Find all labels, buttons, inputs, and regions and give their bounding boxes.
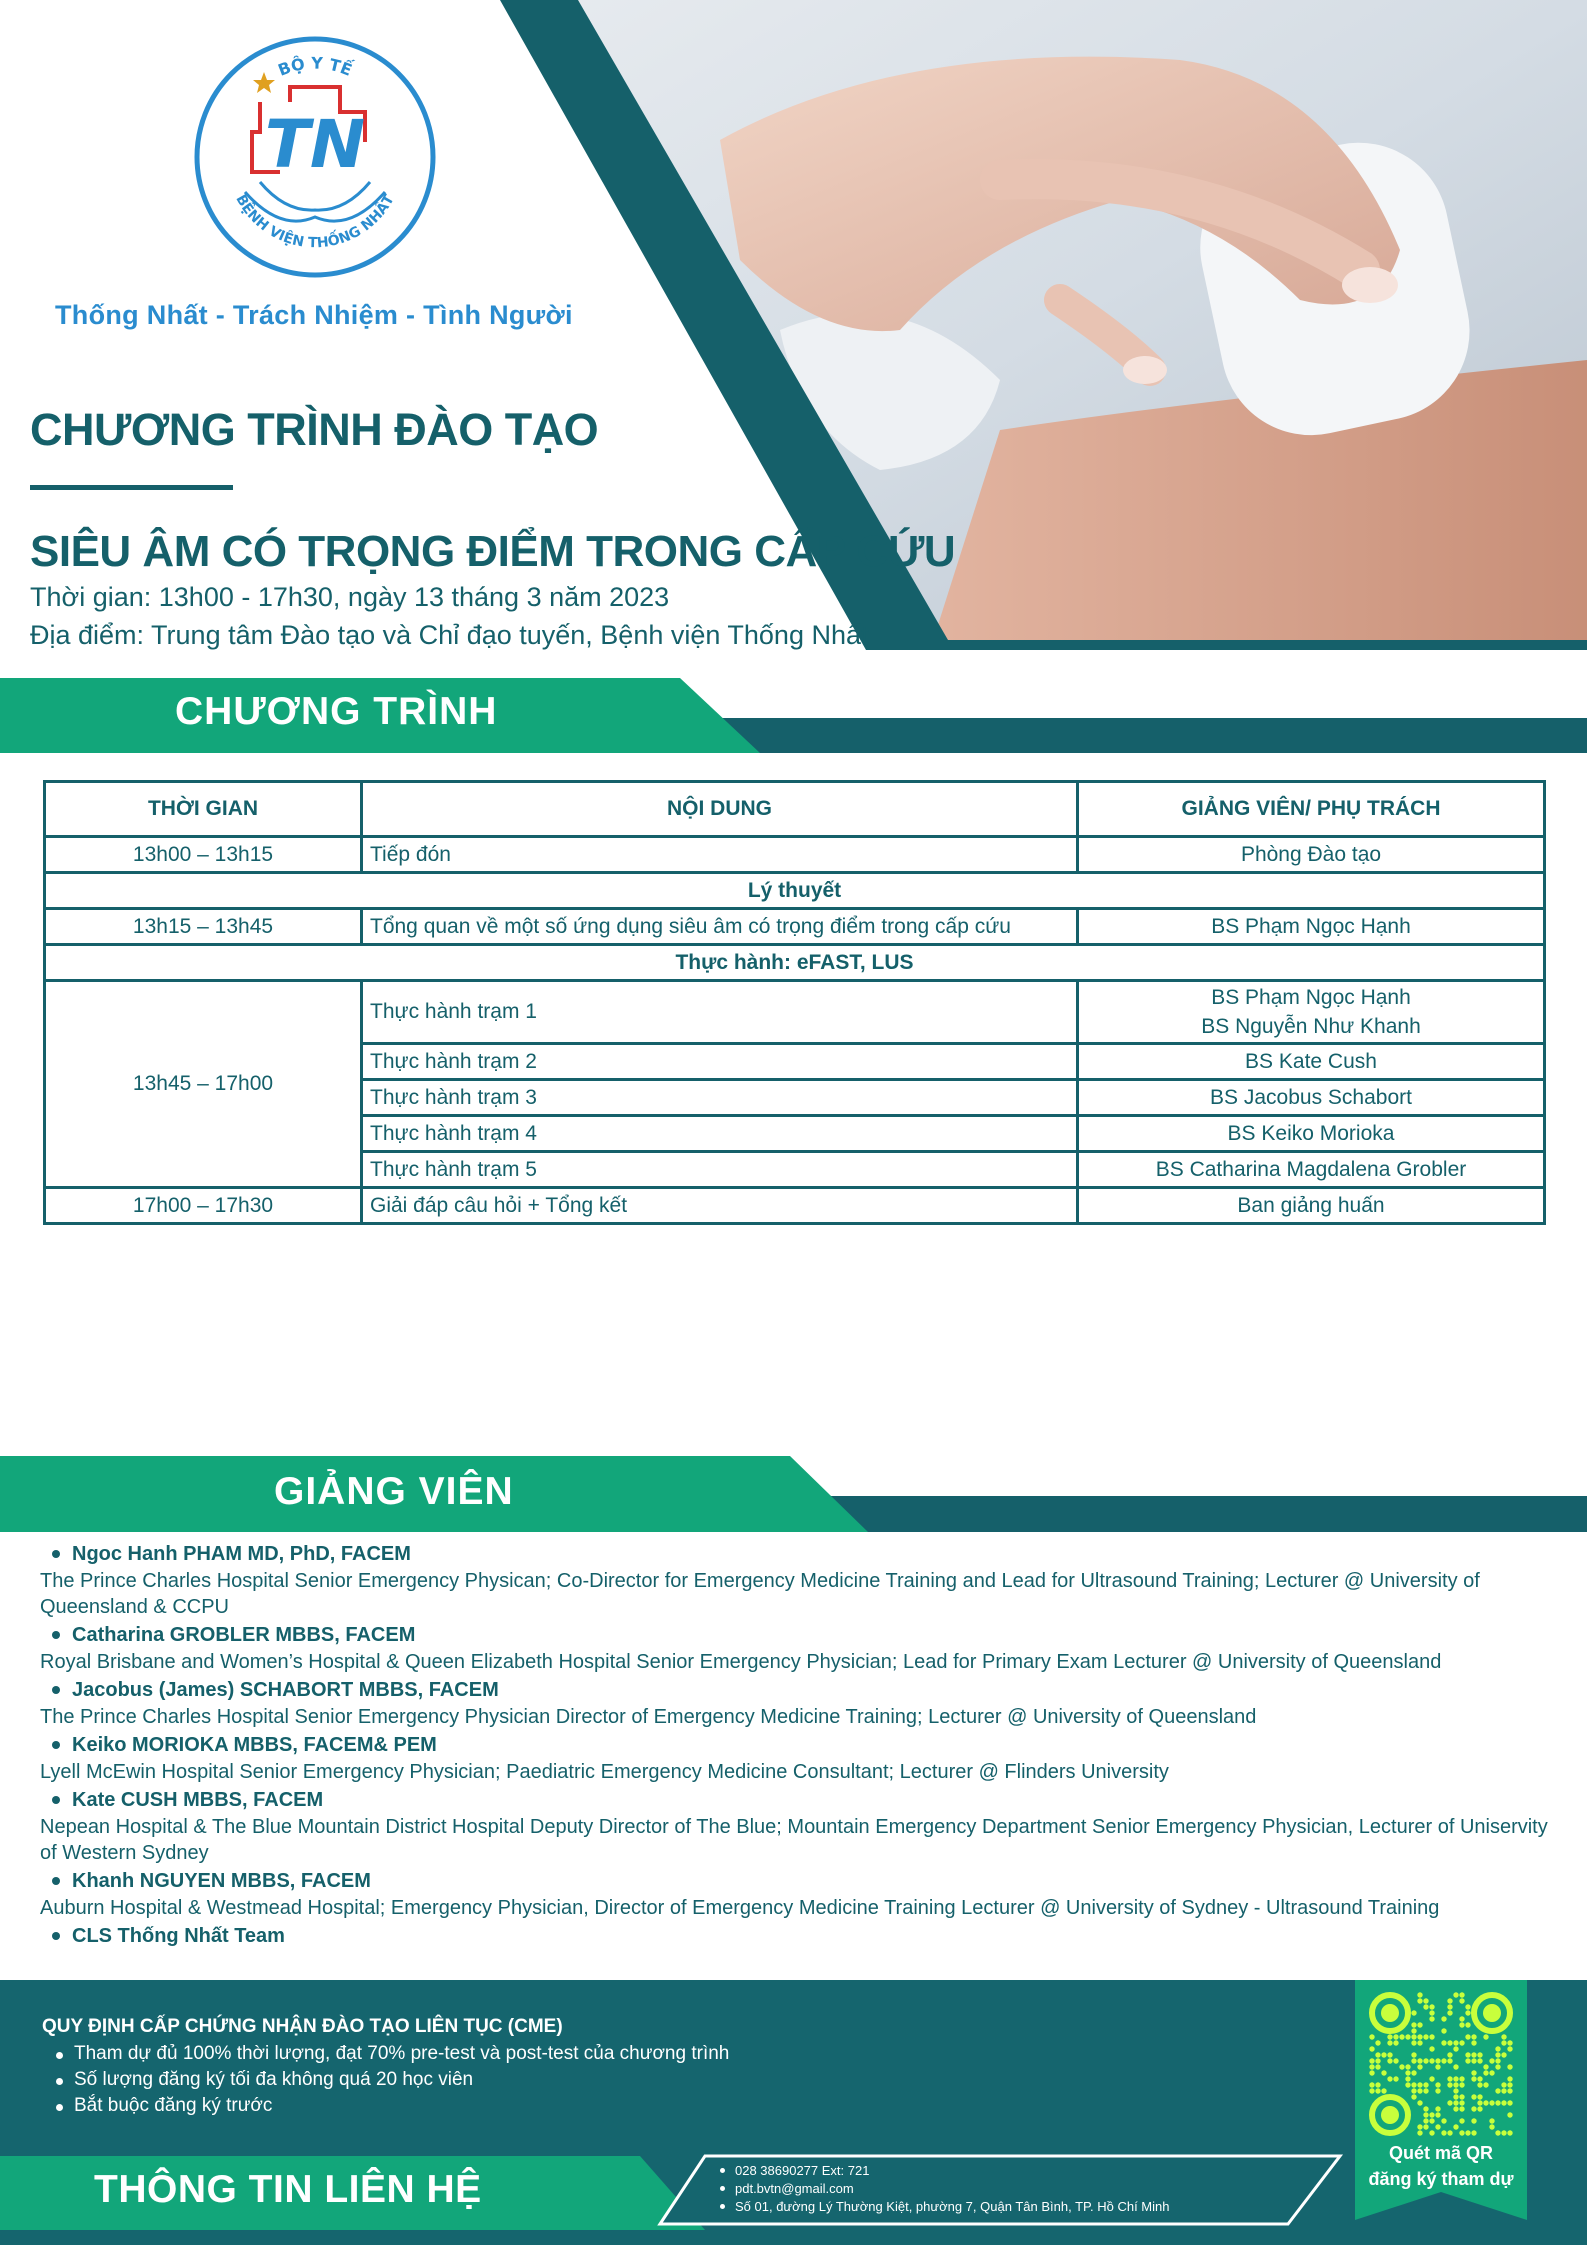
row-lead — [1078, 981, 1545, 1044]
row-lead: Ban giảng huấn — [1078, 1188, 1545, 1224]
contact-phone: 028 38690277 Ext: 721 — [735, 2163, 870, 2178]
qr-caption — [1355, 2140, 1527, 2192]
course-place: Địa điểm: Trung tâm Đào tạo và Chỉ đạo tuyến, Bệnh viện Thống Nhất — [30, 620, 869, 650]
row-content: Thực hành trạm 3 — [362, 1080, 1078, 1116]
row-lead: BS Keiko Morioka — [1078, 1116, 1545, 1152]
practice-heading: Thực hành: eFAST, LUS — [45, 945, 1545, 981]
lecturer-name: Catharina GROBLER MBBS, FACEM — [40, 1621, 1550, 1649]
practice-time: 13h45 – 17h00 — [45, 981, 362, 1188]
row-time: 17h00 – 17h30 — [45, 1188, 362, 1224]
course-title: SIÊU ÂM CÓ TRỌNG ĐIỂM TRONG CẤP CỨU — [30, 527, 956, 576]
hospital-logo — [190, 32, 440, 282]
row-content: Giải đáp câu hỏi + Tổng kết — [362, 1188, 1078, 1224]
row-lead: BS Jacobus Schabort — [1078, 1080, 1545, 1116]
lecturer-description: Royal Brisbane and Women’s Hospital & Queen Elizabeth Hospital Senior Emergency Physician; Lead for Primary Exam Lecturer @ University of Queensland — [40, 1651, 1442, 1673]
cme-rule-item: Số lượng đăng ký tối đa không quá 20 học viên — [74, 2069, 474, 2090]
program-heading: CHƯƠNG TRÌNH ĐÀO TẠO — [30, 404, 599, 455]
row-content: Thực hành trạm 4 — [362, 1116, 1078, 1152]
row-lead: BS Kate Cush — [1078, 1044, 1545, 1080]
lecturer-name: Kate CUSH MBBS, FACEM — [40, 1786, 1550, 1814]
row-content: Thực hành trạm 2 — [362, 1044, 1078, 1080]
contact-address: Số 01, đường Lý Thường Kiệt, phường 7, Quận Tân Bình, TP. Hồ Chí Minh — [735, 2199, 1170, 2214]
col-header-content: NỘI DUNG — [362, 782, 1078, 837]
lecturer-description: Lyell McEwin Hospital Senior Emergency Physician; Paediatric Emergency Medicine Consultant; Lecturer @ Flinders University — [40, 1761, 1169, 1783]
qr-caption-line: Quét mã QR — [1388, 2143, 1494, 2163]
row-time: 13h00 – 13h15 — [45, 837, 362, 873]
lecturer-description: The Prince Charles Hospital Senior Emergency Physican; Co-Director for Emergency Medicine Training and Lead for Ultrasound Training; Lecturer @ University of Queensland & CCPU — [40, 1570, 1480, 1618]
lecturer-description: Auburn Hospital & Westmead Hospital; Emergency Physician, Director of Emergency Medicine Training Lecturer @ University of Sydney - Ultrasound Training — [40, 1897, 1440, 1919]
row-lead-line: BS Phạm Ngọc Hạnh — [1211, 986, 1411, 1009]
table-row — [45, 837, 1545, 873]
row-content: Thực hành trạm 1 — [362, 981, 1078, 1044]
table-row — [45, 1188, 1545, 1224]
lecturer-name: CLS Thống Nhất Team — [40, 1922, 1550, 1950]
row-lead: Phòng Đào tạo — [1078, 837, 1545, 873]
lecturer-description: Nepean Hospital & The Blue Mountain District Hospital Deputy Director of The Blue; Mountain Emergency Department Senior Emergency Physician, Lecturer of Uniservity of Western Sydney — [40, 1816, 1548, 1864]
logo-letters: TN — [264, 106, 366, 183]
row-content: Tiếp đón — [362, 837, 1078, 873]
schedule-section-title: CHƯƠNG TRÌNH — [175, 690, 498, 733]
lecturers-section-title: GIẢNG VIÊN — [274, 1470, 514, 1513]
contact-title: THÔNG TIN LIÊN HỆ — [94, 2168, 482, 2211]
cme-rule-item: Bắt buộc đăng ký trước — [74, 2095, 273, 2116]
cme-rule-item: Tham dự đủ 100% thời lượng, đạt 70% pre-test và post-test của chương trình — [74, 2043, 730, 2064]
table-row — [45, 981, 1545, 1044]
row-lead: BS Phạm Ngọc Hạnh — [1078, 909, 1545, 945]
title-underline — [30, 485, 233, 490]
cme-title: QUY ĐỊNH CẤP CHỨNG NHẬN ĐÀO TẠO LIÊN TỤC (CME) — [42, 2016, 563, 2037]
table-row — [45, 909, 1545, 945]
qr-caption-line: đăng ký tham dự — [1368, 2169, 1514, 2189]
lecturers-banner — [0, 1456, 1587, 1532]
theory-heading: Lý thuyết — [45, 873, 1545, 909]
lecturer-description: The Prince Charles Hospital Senior Emergency Physician Director of Emergency Medicine Training; Lecturer @ University of Queensland — [40, 1706, 1257, 1728]
hospital-slogan: Thống Nhất - Trách Nhiệm - Tình Người — [55, 300, 573, 330]
lecturer-name: Khanh NGUYEN MBBS, FACEM — [40, 1867, 1550, 1895]
logo-top-text: BỘ Y TẾ — [275, 53, 355, 80]
row-time: 13h15 – 13h45 — [45, 909, 362, 945]
col-header-lead: GIẢNG VIÊN/ PHỤ TRÁCH — [1078, 782, 1545, 837]
contact-email: pdt.bvtn@gmail.com — [735, 2181, 854, 2196]
row-lead-line: BS Nguyễn Như Khanh — [1201, 1015, 1421, 1038]
table-section-row — [45, 945, 1545, 981]
course-time: Thời gian: 13h00 - 17h30, ngày 13 tháng 3 năm 2023 — [30, 582, 670, 612]
row-content: Thực hành trạm 5 — [362, 1152, 1078, 1188]
row-content: Tổng quan về một số ứng dụng siêu âm có trọng điểm trong cấp cứu — [362, 909, 1078, 945]
table-header-row — [45, 782, 1545, 837]
table-section-row — [45, 873, 1545, 909]
lecturer-name: Keiko MORIOKA MBBS, FACEM& PEM — [40, 1731, 1550, 1759]
schedule-table — [43, 780, 1546, 1225]
col-header-time: THỜI GIAN — [45, 782, 362, 837]
lecturer-list — [40, 1540, 1550, 1950]
row-lead: BS Catharina Magdalena Grobler — [1078, 1152, 1545, 1188]
logo-bottom-text: BỆNH VIỆN THỐNG NHẤT — [232, 192, 398, 252]
lecturer-name: Jacobus (James) SCHABORT MBBS, FACEM — [40, 1676, 1550, 1704]
lecturer-name: Ngoc Hanh PHAM MD, PhD, FACEM — [40, 1540, 1550, 1568]
